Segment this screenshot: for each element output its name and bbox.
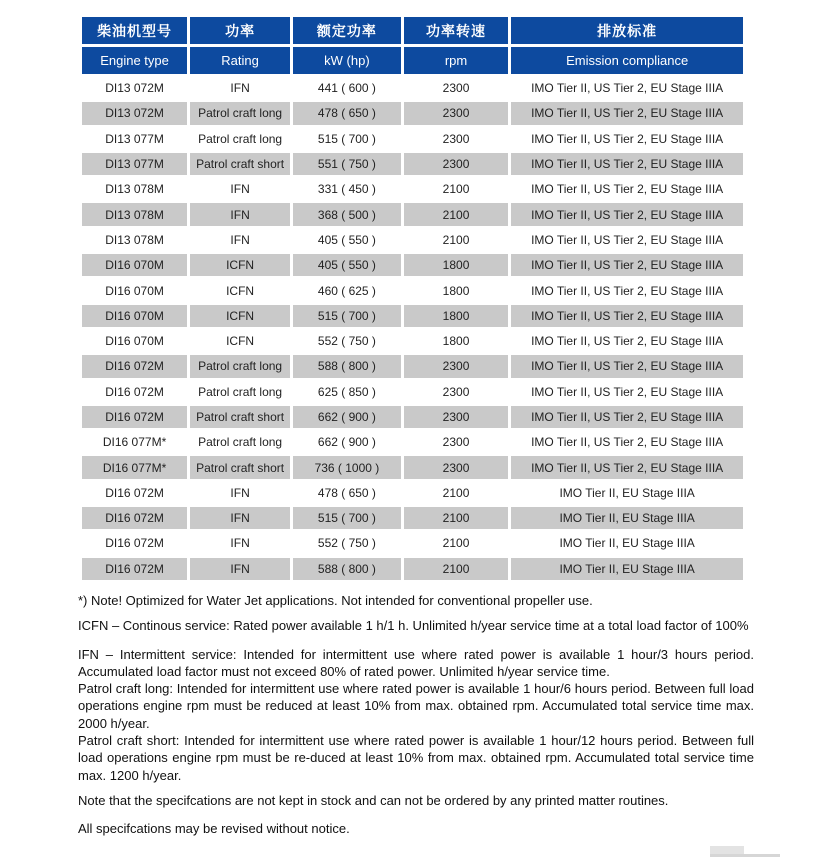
note-icfn: ICFN – Continous service: Rated power available 1 h/1 h. Unlimited h/year service time at a total load factor of 100%	[78, 618, 749, 634]
emission-cell: IMO Tier II, EU Stage IIIA	[559, 536, 695, 551]
rpm-cell: 1800	[442, 283, 470, 298]
rating-cell: ICFN	[190, 254, 290, 276]
emission-cell: IMO Tier II, US Tier 2, EU Stage IIIA	[511, 254, 743, 276]
power-cell: 736 ( 1000 )	[293, 456, 401, 478]
table-row	[82, 128, 743, 150]
emission-cell: IMO Tier II, US Tier 2, EU Stage IIIA	[511, 102, 743, 124]
header-emission-en: Emission compliance	[511, 47, 743, 74]
rpm-cell: 2100	[404, 203, 508, 225]
rating-cell: Patrol craft long	[190, 102, 290, 124]
rpm-cell: 2300	[404, 102, 508, 124]
engine-type-cell: DI16 072M	[82, 558, 187, 580]
power-cell: 478 ( 650 )	[317, 485, 376, 500]
table-row	[82, 507, 743, 529]
power-cell: 588 ( 800 )	[293, 355, 401, 377]
rating-cell: IFN	[230, 536, 250, 551]
rpm-cell: 2100	[442, 182, 470, 197]
table-row	[82, 305, 743, 327]
power-cell: 515 ( 700 )	[317, 131, 376, 146]
power-cell: 331 ( 450 )	[317, 182, 376, 197]
rating-cell: IFN	[230, 485, 250, 500]
engine-type-cell: DI13 078M	[105, 182, 164, 197]
engine-type-cell: DI16 070M	[105, 334, 164, 349]
rating-cell: IFN	[230, 232, 250, 247]
emission-cell: IMO Tier II, EU Stage IIIA	[559, 485, 695, 500]
header-rating-cn: 功率	[190, 17, 290, 44]
power-cell: 588 ( 800 )	[293, 558, 401, 580]
emission-cell: IMO Tier II, EU Stage IIIA	[511, 558, 743, 580]
power-cell: 662 ( 900 )	[293, 406, 401, 428]
engine-type-cell: DI16 077M*	[82, 456, 187, 478]
table-row	[82, 77, 743, 99]
rpm-cell: 1800	[404, 254, 508, 276]
note-patrol-craft-short: Patrol craft short: Intended for intermittent use where rated power is available 1 hour/12 hours period. Between full load operations engine rpm must be re-duced at least 10% from max. obtained rpm. Accumulated total service time max. 1200 h/year.	[78, 733, 754, 783]
engine-type-cell: DI13 077M	[105, 131, 164, 146]
table-row	[82, 482, 743, 504]
power-cell: 515 ( 700 )	[293, 507, 401, 529]
engine-type-cell: DI16 072M	[82, 406, 187, 428]
power-cell: 662 ( 900 )	[317, 435, 376, 450]
rpm-cell: 2100	[404, 558, 508, 580]
engine-type-cell: DI16 072M	[82, 507, 187, 529]
engine-type-cell: DI16 077M*	[102, 435, 167, 450]
table-row	[82, 153, 743, 175]
rpm-cell: 2100	[442, 232, 470, 247]
engine-type-cell: DI16 070M	[105, 283, 164, 298]
emission-cell: IMO Tier II, US Tier 2, EU Stage IIIA	[511, 456, 743, 478]
emission-cell: IMO Tier II, US Tier 2, EU Stage IIIA	[531, 182, 724, 197]
note-revision: All specifcations may be revised without notice.	[78, 821, 350, 837]
power-cell: 478 ( 650 )	[293, 102, 401, 124]
table-row	[82, 355, 743, 377]
engine-type-cell: DI16 072M	[82, 355, 187, 377]
rpm-cell: 2300	[404, 153, 508, 175]
footnotes-section	[78, 592, 754, 838]
engine-spec-table	[79, 14, 746, 583]
rating-cell: IFN	[190, 203, 290, 225]
rpm-cell: 2100	[404, 507, 508, 529]
engine-type-cell: DI13 072M	[82, 102, 187, 124]
header-engine-type-cn: 柴油机型号	[82, 17, 187, 44]
emission-cell: IMO Tier II, US Tier 2, EU Stage IIIA	[511, 305, 743, 327]
engine-spec-table-container	[79, 14, 746, 583]
power-cell: 405 ( 550 )	[293, 254, 401, 276]
emission-cell: IMO Tier II, US Tier 2, EU Stage IIIA	[531, 334, 724, 349]
rpm-cell: 2300	[404, 406, 508, 428]
engine-type-cell: DI16 070M	[82, 254, 187, 276]
header-rating-en: Rating	[190, 47, 290, 74]
engine-type-cell: DI16 072M	[105, 384, 164, 399]
rating-cell: Patrol craft long	[198, 435, 283, 450]
table-row	[82, 456, 743, 478]
header-rpm-cn: 功率转速	[404, 17, 508, 44]
header-engine-type-en: Engine type	[82, 47, 187, 74]
rpm-cell: 2300	[442, 131, 470, 146]
table-row	[82, 558, 743, 580]
rpm-cell: 2300	[442, 384, 470, 399]
emission-cell: IMO Tier II, US Tier 2, EU Stage IIIA	[531, 232, 724, 247]
table-header	[82, 17, 743, 74]
rating-cell: IFN	[190, 558, 290, 580]
power-cell: 460 ( 625 )	[317, 283, 376, 298]
table-row	[82, 532, 743, 554]
power-cell: 441 ( 600 )	[317, 81, 376, 96]
engine-type-cell: DI13 077M	[82, 153, 187, 175]
power-cell: 551 ( 750 )	[293, 153, 401, 175]
rating-cell: IFN	[230, 182, 250, 197]
rating-cell: Patrol craft long	[198, 384, 283, 399]
rpm-cell: 1800	[442, 334, 470, 349]
header-power-en: kW (hp)	[293, 47, 401, 74]
table-row	[82, 406, 743, 428]
table-row	[82, 330, 743, 352]
power-cell: 552 ( 750 )	[317, 536, 376, 551]
engine-type-cell: DI13 078M	[105, 232, 164, 247]
table-row	[82, 229, 743, 251]
table-row	[82, 102, 743, 124]
power-cell: 405 ( 550 )	[317, 232, 376, 247]
rating-cell: Patrol craft short	[190, 153, 290, 175]
engine-type-cell: DI16 072M	[105, 485, 164, 500]
rating-cell: ICFN	[226, 334, 255, 349]
engine-type-cell: DI16 072M	[105, 536, 164, 551]
note-not-in-stock: Note that the specifcations are not kept in stock and can not be ordered by any printed matter routines.	[78, 792, 669, 808]
engine-table-body	[82, 77, 743, 580]
emission-cell: IMO Tier II, US Tier 2, EU Stage IIIA	[531, 435, 724, 450]
emission-cell: IMO Tier II, US Tier 2, EU Stage IIIA	[511, 153, 743, 175]
power-cell: 368 ( 500 )	[293, 203, 401, 225]
header-row-english	[82, 47, 743, 74]
emission-cell: IMO Tier II, US Tier 2, EU Stage IIIA	[531, 283, 724, 298]
table-row	[82, 178, 743, 200]
rating-cell: IFN	[230, 81, 250, 96]
emission-cell: IMO Tier II, US Tier 2, EU Stage IIIA	[511, 406, 743, 428]
table-row	[82, 381, 743, 403]
rpm-cell: 2100	[442, 485, 470, 500]
rating-cell: Patrol craft short	[190, 456, 290, 478]
rating-cell: ICFN	[226, 283, 255, 298]
note-waterjet: *) Note! Optimized for Water Jet applications. Not intended for conventional propeller use.	[78, 593, 593, 608]
table-row	[82, 431, 743, 453]
emission-cell: IMO Tier II, US Tier 2, EU Stage IIIA	[531, 131, 724, 146]
emission-cell: IMO Tier II, US Tier 2, EU Stage IIIA	[511, 355, 743, 377]
header-emission-cn: 排放标准	[511, 17, 743, 44]
power-cell: 515 ( 700 )	[293, 305, 401, 327]
rpm-cell: 2300	[404, 456, 508, 478]
header-power-cn: 额定功率	[293, 17, 401, 44]
emission-cell: IMO Tier II, EU Stage IIIA	[511, 507, 743, 529]
rating-cell: ICFN	[190, 305, 290, 327]
rating-cell: Patrol craft long	[198, 131, 283, 146]
table-row	[82, 203, 743, 225]
engine-type-cell: DI13 078M	[82, 203, 187, 225]
power-cell: 625 ( 850 )	[317, 384, 376, 399]
emission-cell: IMO Tier II, US Tier 2, EU Stage IIIA	[531, 81, 724, 96]
table-row	[82, 279, 743, 301]
rpm-cell: 2300	[404, 355, 508, 377]
rpm-cell: 2300	[442, 81, 470, 96]
rpm-cell: 1800	[404, 305, 508, 327]
emission-cell: IMO Tier II, US Tier 2, EU Stage IIIA	[511, 203, 743, 225]
rating-cell: IFN	[190, 507, 290, 529]
rating-cell: Patrol craft short	[190, 406, 290, 428]
header-row-chinese	[82, 17, 743, 44]
rating-cell: Patrol craft long	[190, 355, 290, 377]
emission-cell: IMO Tier II, US Tier 2, EU Stage IIIA	[531, 384, 724, 399]
header-rpm-en: rpm	[404, 47, 508, 74]
rpm-cell: 2300	[442, 435, 470, 450]
note-ifn: IFN – Intermittent service: Intended for intermittent use where rated power is available 1 hour/3 hours period. Accumulated load factor must not exceed 80% of rated power. Unlimited h/year service time.	[78, 646, 754, 679]
note-patrol-craft-long: Patrol craft long: Intended for intermittent use where rated power is available 1 hour/6 hours period. Between full load operations engine rpm must be reduced at least 10% from max. obtained rpm. Accumulated total service time max. 2000 h/year.	[78, 681, 754, 731]
power-cell: 552 ( 750 )	[317, 334, 376, 349]
rpm-cell: 2100	[442, 536, 470, 551]
table-row	[82, 254, 743, 276]
engine-type-cell: DI13 072M	[105, 81, 164, 96]
engine-type-cell: DI16 070M	[82, 305, 187, 327]
